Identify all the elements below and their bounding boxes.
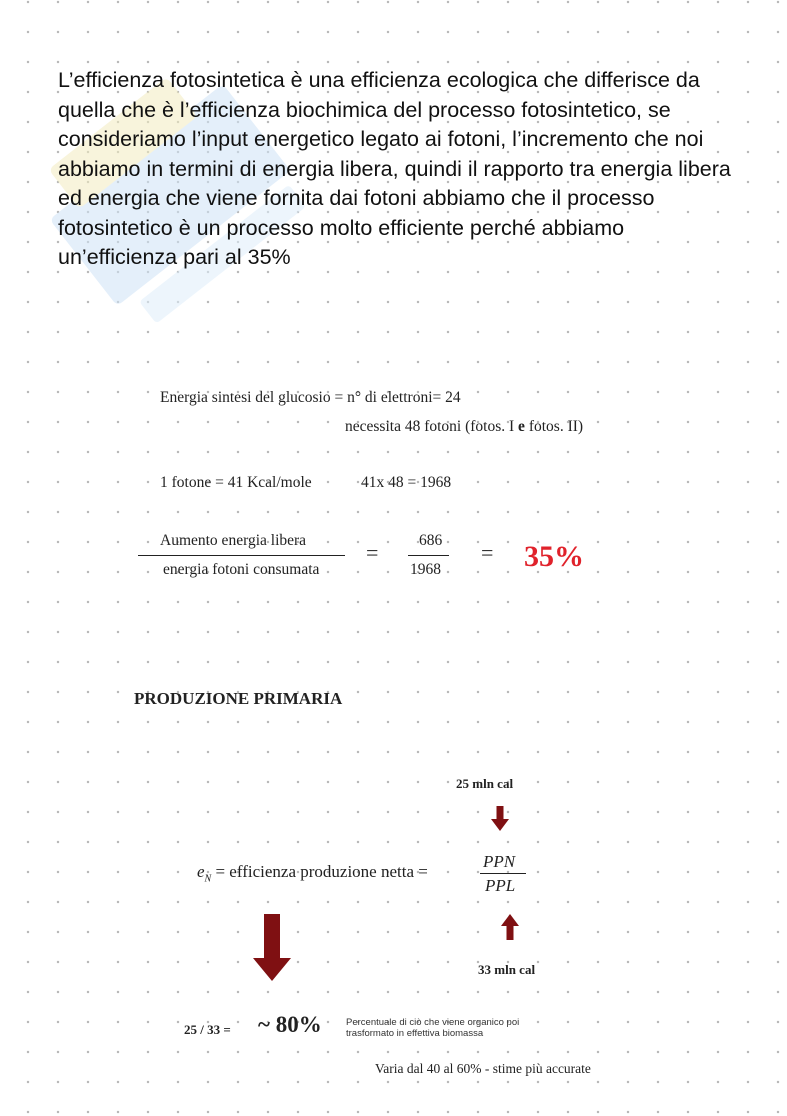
formula-fraction-bar xyxy=(480,873,526,874)
biomass-note xyxy=(346,1017,519,1039)
formula-subscript: N xyxy=(204,873,212,885)
glucose-line-1: Energia sintesi del glucosio = n° di elettroni= 24 xyxy=(160,389,461,406)
top-label-ppn: 25 mln cal xyxy=(456,776,514,791)
photon-energy: 1 fotone = 41 Kcal/mole xyxy=(160,474,312,491)
formula-text: = efficienza produzione netta = xyxy=(215,862,428,881)
ratio-numerator-value: 686 xyxy=(419,532,443,549)
approx-result: ~ 80% xyxy=(258,1012,322,1037)
biomass-note-line-1: Percentuale di ciò che viene organico poi xyxy=(346,1017,520,1028)
calc-ratio: 25 / 33 = xyxy=(184,1022,231,1037)
glucose-line-2 xyxy=(345,418,583,436)
arrow-up-small-icon xyxy=(500,914,520,940)
arrow-down-small-icon xyxy=(490,806,510,832)
bottom-label-ppl: 33 mln cal xyxy=(478,962,536,977)
photon-product: 41x 48 = 1968 xyxy=(361,474,452,491)
glucose-line-2-post: fotos. II) xyxy=(524,418,584,435)
production-heading: PRODUZIONE PRIMARIA xyxy=(134,689,343,708)
value-fraction-bar xyxy=(408,555,449,556)
fraction-top-ppn: PPN xyxy=(483,852,516,871)
biomass-note-line-2: trasformato in effettiva biomassa xyxy=(346,1028,484,1039)
intro-paragraph: L’efficienza fotosintetica è una efficienza ecologica che differisce da quella che è l’efficienza biochimica del processo fotosintetico, se consideriamo l’input energetico legato ai fotoni, l’incremento che noi abbiamo in termini di energia libera, quindi il rapporto tra energia libera ed energia che viene fornita dai fotoni abbiamo che il processo fotosintetico è un processo molto efficiente perché abbiamo un’efficienza pari al 35% xyxy=(58,68,731,269)
equals-sign-2: = xyxy=(481,540,494,565)
ratio-fraction-bar xyxy=(138,555,345,556)
glucose-line-2-pre: necessita 48 fotoni (fotos. I xyxy=(345,418,519,435)
ratio-denominator: energia fotoni consumata xyxy=(163,561,320,578)
ratio-denominator-value: 1968 xyxy=(410,561,441,578)
ratio-result: 35% xyxy=(524,540,584,573)
equals-sign-1: = xyxy=(366,540,379,565)
ratio-numerator: Aumento energia libera xyxy=(160,532,307,549)
range-note: Varia dal 40 al 60% - stime più accurate xyxy=(375,1061,591,1076)
fraction-bottom-ppl: PPL xyxy=(485,876,516,895)
glucose-line-2-bold: e xyxy=(518,418,525,435)
arrow-down-large-icon xyxy=(252,914,292,982)
efficiency-formula: $e_N$ = efficienza produzione netta = xyxy=(197,862,428,885)
